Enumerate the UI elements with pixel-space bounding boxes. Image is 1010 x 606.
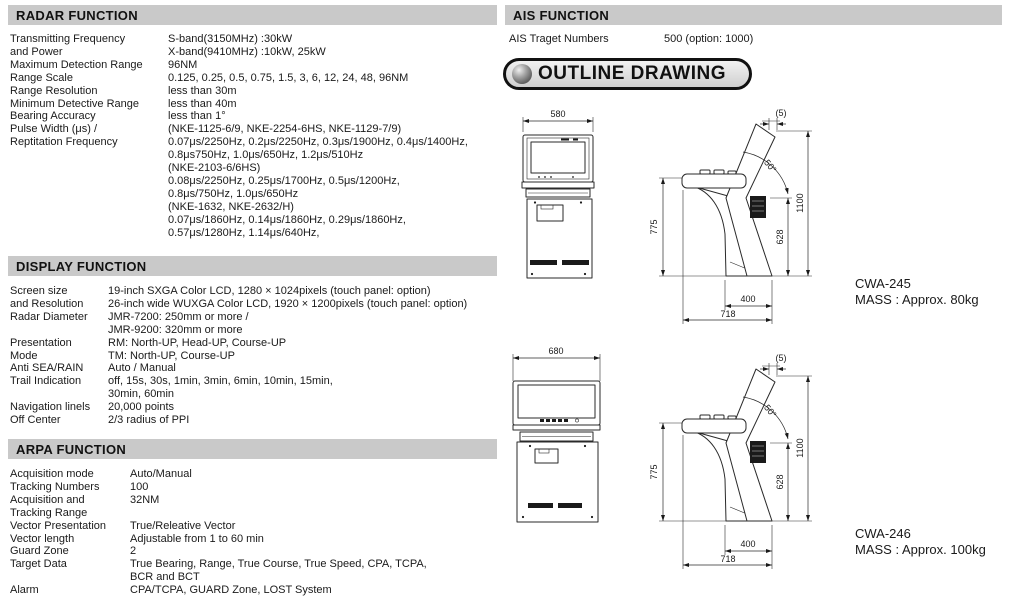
arpa-spec-table xyxy=(8,468,497,597)
spec-value: X-band(9410MHz) :10kW, 25kW xyxy=(168,45,326,58)
spec-value: RM: North-UP, Head-UP, Course-UP xyxy=(108,336,287,349)
spec-row xyxy=(10,507,497,520)
section-display xyxy=(8,256,497,427)
spec-value: less than 40m xyxy=(168,97,237,110)
dim-label: (5) xyxy=(775,108,787,118)
spec-value: less than 30m xyxy=(168,84,237,97)
spec-label xyxy=(10,214,168,227)
spec-row xyxy=(10,533,497,546)
spec-row xyxy=(10,468,497,481)
spec-label: Vector length xyxy=(10,532,75,545)
spec-row xyxy=(10,545,497,558)
spec-row xyxy=(10,298,497,311)
display-section-header xyxy=(8,256,497,276)
spec-value: S-band(3150MHz) :30kW xyxy=(168,33,293,45)
spec-value: JMR-7200: 250mm or more / xyxy=(108,310,249,323)
spec-value: less than 1° xyxy=(168,110,226,123)
dim-label: 400 xyxy=(740,539,756,549)
cwa246-side-view xyxy=(640,345,840,580)
spec-label: Radar Diameter xyxy=(10,310,88,323)
spec-value: True Bearing, Range, True Course, True Speed, CPA, TCPA, xyxy=(130,558,427,571)
spec-row xyxy=(10,285,497,298)
spec-value: (NKE-1632, NKE-2632/H) xyxy=(168,200,294,213)
spec-label xyxy=(10,571,130,584)
spec-label: Range Scale xyxy=(10,71,73,84)
spec-label xyxy=(10,201,168,214)
ais-spec-table xyxy=(505,33,1002,46)
dim-label: 628 xyxy=(775,474,785,490)
spec-value: 30min, 60min xyxy=(108,388,175,401)
spec-row xyxy=(10,324,497,337)
section-radar xyxy=(8,5,497,240)
spec-value: BCR and BCT xyxy=(130,571,200,584)
spec-label xyxy=(10,388,108,401)
spec-row xyxy=(10,201,497,214)
spec-label: Alarm xyxy=(10,584,39,597)
spec-label: Acquisition mode xyxy=(10,468,94,480)
spec-label: Bearing Accuracy xyxy=(10,110,96,123)
spec-row xyxy=(10,481,497,494)
spec-label: and Power xyxy=(10,45,63,58)
spec-label: Pulse Width (μs) / xyxy=(10,123,98,136)
spec-value xyxy=(130,507,497,520)
spec-value: (NKE-1125-6/9, NKE-2254-6HS, NKE-1129-7/9) xyxy=(168,123,402,136)
section-arpa xyxy=(8,439,497,597)
display-section-title: DISPLAY FUNCTION xyxy=(16,258,147,274)
radar-section-header xyxy=(8,5,497,25)
spec-row xyxy=(10,494,497,507)
dim-label: 50° xyxy=(762,157,779,175)
spec-label: Tracking Range xyxy=(10,506,88,519)
spec-row xyxy=(10,558,497,571)
spec-label: Range Resolution xyxy=(10,84,98,97)
spec-label: Screen size xyxy=(10,285,68,297)
spec-label xyxy=(10,324,108,337)
outline-drawing-title: OUTLINE DRAWING xyxy=(538,63,726,84)
spec-label: Tracking Numbers xyxy=(10,480,100,493)
ais-section-title: AIS FUNCTION xyxy=(513,7,610,23)
radar-section-title: RADAR FUNCTION xyxy=(16,7,138,23)
spec-value: 0.8μs750Hz, 1.0μs/650Hz, 1.2μs/510Hz xyxy=(168,149,364,162)
spec-row xyxy=(10,571,497,584)
section-ais xyxy=(505,5,1002,46)
spec-value: 26-inch wide WUXGA Color LCD, 1920 × 1200pixels (touch panel: option) xyxy=(108,297,468,310)
cwa245-label xyxy=(855,276,979,308)
spec-label: Mode xyxy=(10,349,38,362)
spec-value: 2 xyxy=(130,545,137,558)
spec-row xyxy=(10,188,497,201)
spec-row xyxy=(10,362,497,375)
spec-value: 500 (option: 1000) xyxy=(664,33,754,45)
dim-label: 775 xyxy=(649,464,659,480)
spec-row xyxy=(10,520,497,533)
cwa245-mass: MASS : Approx. 80kg xyxy=(855,292,979,307)
spec-row xyxy=(10,85,497,98)
cwa246-label xyxy=(855,526,986,558)
display-spec-table xyxy=(8,285,497,427)
spec-row xyxy=(10,123,497,136)
spec-row xyxy=(10,175,497,188)
cwa246-front-view xyxy=(505,345,610,530)
cwa245-front-view xyxy=(505,105,605,300)
spec-row xyxy=(10,149,497,162)
spec-row xyxy=(10,98,497,111)
dim-label: 580 xyxy=(550,109,566,119)
dim-label: 775 xyxy=(649,219,659,235)
spec-value: 20,000 points xyxy=(108,401,175,414)
spec-value: 0.07μs/2250Hz, 0.2μs/2250Hz, 0.3μs/1900Hz, 0.4μs/1400Hz, xyxy=(168,136,468,149)
spec-row xyxy=(10,584,497,597)
dim-label: 718 xyxy=(720,309,736,319)
cwa246-model: CWA-246 xyxy=(855,526,911,541)
spec-label: Reptitation Frequency xyxy=(10,136,118,149)
spec-value: (NKE-2103-6/6HS) xyxy=(168,162,261,175)
spec-row xyxy=(10,337,497,350)
spec-label xyxy=(10,162,168,175)
spec-label: Guard Zone xyxy=(10,545,69,558)
spec-value: 0.125, 0.25, 0.5, 0.75, 1.5, 3, 6, 12, 24, 48, 96NM xyxy=(168,71,409,84)
spec-value: 0.07μs/1860Hz, 0.14μs/1860Hz, 0.29μs/1860Hz, xyxy=(168,213,406,226)
spec-value: Auto / Manual xyxy=(108,362,176,375)
spec-label: Trail Indication xyxy=(10,375,82,388)
spec-label: AIS Traget Numbers xyxy=(509,33,609,45)
spec-row xyxy=(10,388,497,401)
spec-label: Target Data xyxy=(10,558,67,571)
spec-row xyxy=(10,46,497,59)
spec-label: and Resolution xyxy=(10,297,84,310)
spec-label: Off Center xyxy=(10,414,61,427)
spec-label: Maximum Detection Range xyxy=(10,58,143,71)
spec-label: Anti SEA/RAIN xyxy=(10,362,84,375)
spec-row xyxy=(10,162,497,175)
spec-row xyxy=(10,414,497,427)
spec-value: 0.57μs/1280Hz, 1.14μs/640Hz, xyxy=(168,226,320,239)
spec-value: 100 xyxy=(130,480,149,493)
spec-label xyxy=(10,175,168,188)
spec-label: Acquisition and xyxy=(10,493,85,506)
cwa246-mass: MASS : Approx. 100kg xyxy=(855,542,986,557)
spec-value: Adjustable from 1 to 60 min xyxy=(130,532,264,545)
spec-row xyxy=(10,59,497,72)
radar-spec-table xyxy=(8,33,497,240)
spec-value: 19-inch SXGA Color LCD, 1280 × 1024pixels (touch panel: option) xyxy=(108,285,431,297)
arpa-section-title: ARPA FUNCTION xyxy=(16,441,127,457)
spec-row xyxy=(10,401,497,414)
spec-row xyxy=(10,33,497,46)
spec-label: Transmitting Frequency xyxy=(10,33,126,45)
spec-label xyxy=(10,149,168,162)
spec-value: 0.08μs/2250Hz, 0.25μs/1700Hz, 0.5μs/1200Hz, xyxy=(168,174,400,187)
spec-value: 2/3 radius of PPI xyxy=(108,414,190,427)
spec-row xyxy=(10,350,497,363)
dim-label: 400 xyxy=(740,294,756,304)
spec-row xyxy=(509,33,1002,46)
outline-drawing-badge xyxy=(503,58,752,90)
spec-value: JMR-9200: 320mm or more xyxy=(108,323,243,336)
spec-value: off, 15s, 30s, 1min, 3min, 6min, 10min, 15min, xyxy=(108,375,333,388)
spec-label: Navigation linels xyxy=(10,401,91,414)
ais-section-header xyxy=(505,5,1002,25)
spec-row xyxy=(10,136,497,149)
dim-label: (5) xyxy=(775,353,787,363)
spec-row xyxy=(10,110,497,123)
spec-label xyxy=(10,227,168,240)
spec-row xyxy=(10,214,497,227)
spec-row xyxy=(10,375,497,388)
arpa-section-header xyxy=(8,439,497,459)
dim-label: 1100 xyxy=(795,193,805,213)
spec-value: 0.8μs/750Hz, 1.0μs/650Hz xyxy=(168,187,299,200)
spec-label: Presentation xyxy=(10,336,72,349)
spec-label: Minimum Detective Range xyxy=(10,97,139,110)
spec-label xyxy=(10,188,168,201)
spec-row xyxy=(10,72,497,85)
spec-value: Auto/Manual xyxy=(130,468,192,480)
spec-value: 96NM xyxy=(168,58,198,71)
spec-value: 32NM xyxy=(130,493,160,506)
cwa245-side-view xyxy=(640,100,840,335)
spec-row xyxy=(10,311,497,324)
dim-label: 1100 xyxy=(795,438,805,458)
cwa245-model: CWA-245 xyxy=(855,276,911,291)
spec-value: CPA/TCPA, GUARD Zone, LOST System xyxy=(130,584,332,597)
spec-value: True/Releative Vector xyxy=(130,519,236,532)
spec-row xyxy=(10,227,497,240)
spec-label: Vector Presentation xyxy=(10,519,107,532)
dim-label: 628 xyxy=(775,229,785,245)
sphere-icon xyxy=(512,64,532,84)
dim-label: 680 xyxy=(548,346,564,356)
dim-label: 50° xyxy=(762,402,779,420)
spec-value: TM: North-UP, Course-UP xyxy=(108,349,235,362)
dim-label: 718 xyxy=(720,554,736,564)
